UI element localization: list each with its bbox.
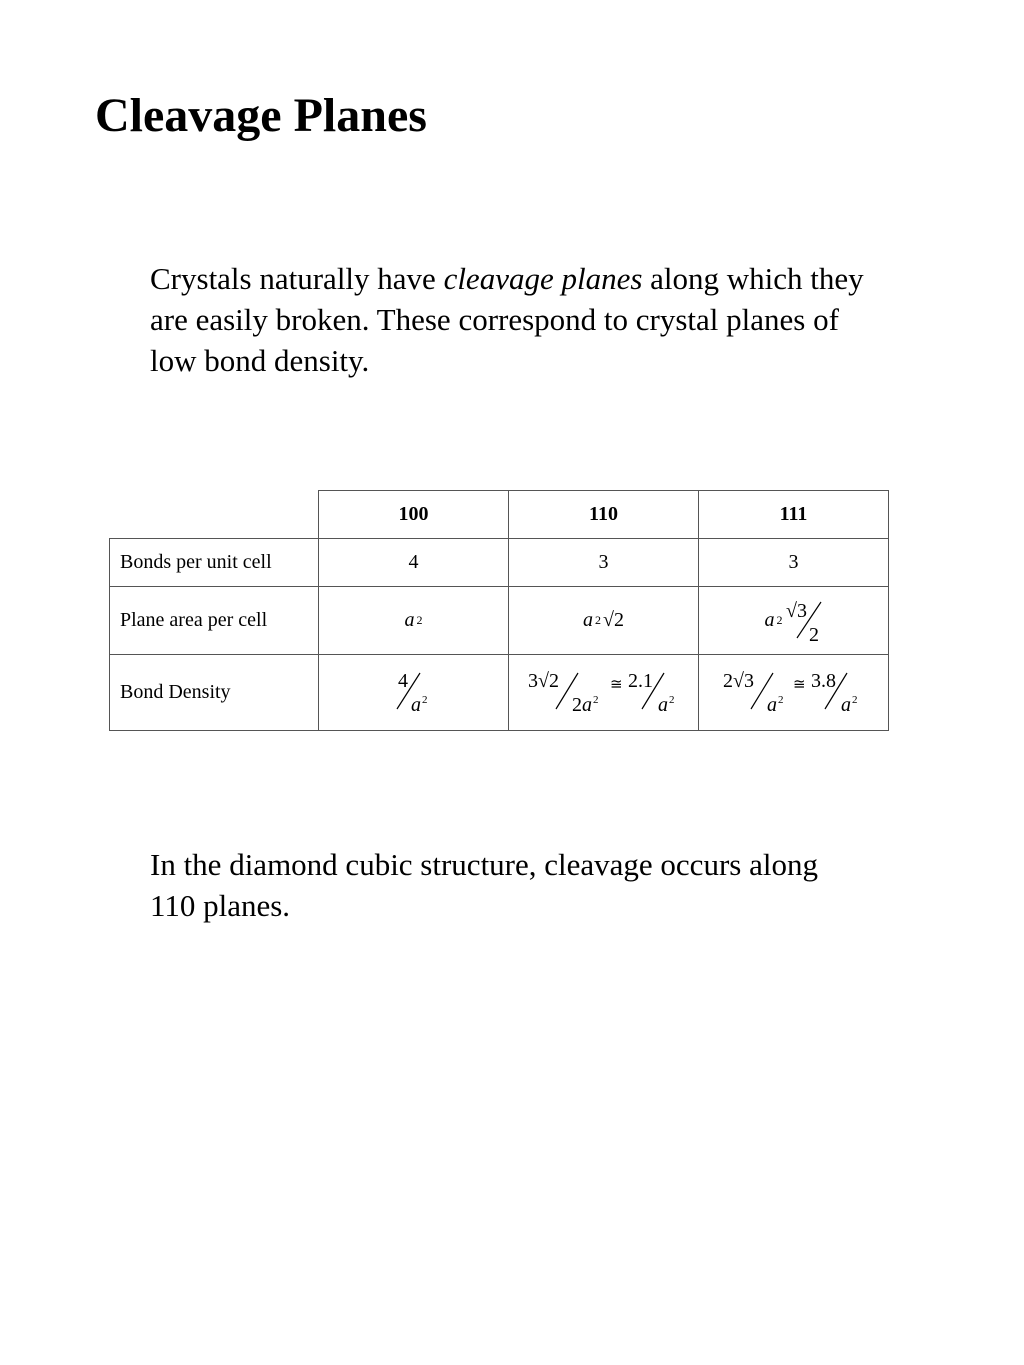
svg-text:2: 2: [851, 693, 857, 706]
area-110-formula: a 2 √2: [583, 609, 624, 631]
bonds-100: 4: [319, 539, 509, 587]
area-111-denominator: 2: [808, 623, 819, 644]
bonds-110: 3: [509, 539, 699, 587]
svg-text:4: 4: [397, 669, 408, 692]
row-label-density: Bond Density: [110, 655, 319, 731]
table-corner-cell: [110, 491, 319, 539]
density-100-fraction: [394, 669, 434, 717]
bonds-111: 3: [699, 539, 889, 587]
svg-text:3√2: 3√2: [527, 669, 559, 692]
table-row-bonds: [110, 539, 889, 587]
page-title: Cleavage Planes: [95, 89, 427, 142]
svg-text:≅: ≅: [609, 674, 623, 693]
area-100-formula: a 2: [404, 609, 423, 631]
header-100: 100: [319, 491, 509, 539]
area-111: [699, 587, 889, 655]
svg-text:2: 2: [571, 693, 582, 716]
row-label-area: Plane area per cell: [110, 587, 319, 655]
svg-text:a: a: [766, 693, 777, 716]
table-header-row: [110, 491, 889, 539]
area-111-fraction: [785, 598, 823, 644]
svg-text:a: a: [581, 693, 592, 716]
table-row-area: [110, 587, 889, 655]
svg-text:≅: ≅: [792, 674, 806, 693]
svg-text:a: a: [657, 693, 668, 716]
density-110-formula: [528, 669, 680, 717]
density-110: [509, 655, 699, 731]
header-110: 110: [509, 491, 699, 539]
intro-text-start: Crystals naturally have: [150, 261, 444, 296]
svg-text:2: 2: [668, 693, 674, 706]
density-111: [699, 655, 889, 731]
area-111-numerator: √3: [785, 599, 807, 622]
svg-text:a: a: [840, 693, 851, 716]
header-111: 111: [699, 491, 889, 539]
intro-text-end: along which they are easily broken. These correspond to crystal planes of low bond density.: [150, 261, 864, 378]
intro-paragraph: [150, 258, 870, 381]
intro-emphasis: cleavage planes: [443, 261, 643, 296]
svg-text:2: 2: [421, 693, 427, 706]
svg-text:2.1: 2.1: [627, 669, 653, 692]
row-label-bonds: Bonds per unit cell: [110, 539, 319, 587]
svg-text:a: a: [410, 693, 421, 716]
closing-paragraph: In the diamond cubic structure, cleavage occurs along 110 planes.: [150, 847, 818, 923]
svg-text:2: 2: [777, 693, 783, 706]
svg-text:2: 2: [592, 693, 598, 706]
table-row-density: [110, 655, 889, 731]
bond-density-table: [109, 490, 889, 731]
area-100: [319, 587, 509, 655]
area-110: [509, 587, 699, 655]
svg-text:3.8: 3.8: [810, 669, 836, 692]
density-111-formula: [723, 669, 865, 717]
svg-text:2√3: 2√3: [722, 669, 754, 692]
area-111-formula: a 2 √3 2: [765, 598, 823, 644]
density-100: [319, 655, 509, 731]
